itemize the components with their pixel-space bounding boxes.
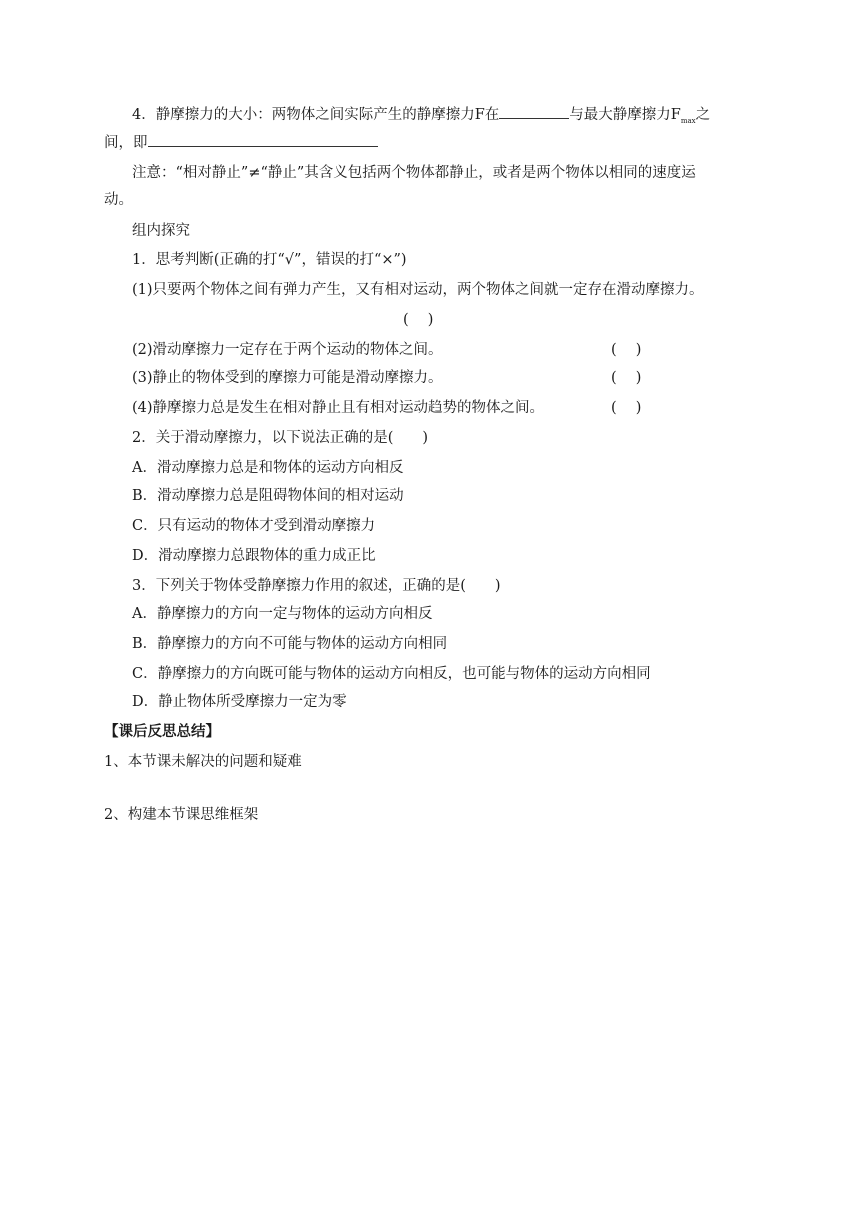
item4-text: 4．静摩擦力的大小：两物体之间实际产生的静摩擦力F在 bbox=[132, 107, 500, 123]
judgment-item: (1)只要两个物体之间有弹力产生，又有相对运动，两个物体之间就一定存在滑动摩擦力。 bbox=[132, 282, 704, 298]
answer-paren[interactable]: ( ) bbox=[611, 370, 642, 386]
option-item: A．静摩擦力的方向一定与物体的运动方向相反 bbox=[132, 606, 433, 622]
option-item: C．静摩擦力的方向既可能与物体的运动方向相反，也可能与物体的运动方向相同 bbox=[132, 666, 651, 682]
judgment-item bbox=[0, 398, 860, 418]
judgment-item bbox=[0, 340, 860, 360]
answer-paren[interactable]: ( ) bbox=[611, 400, 642, 416]
option-item: A．滑动摩擦力总是和物体的运动方向相反 bbox=[132, 460, 404, 476]
judgment-text: (4)静摩擦力总是发生在相对静止且有相对运动趋势的物体之间。 bbox=[132, 400, 545, 416]
option-item: B．静摩擦力的方向不可能与物体的运动方向相同 bbox=[132, 636, 448, 652]
item4-text-suffix: 之 bbox=[695, 107, 711, 123]
reflection-item: 2、构建本节课思维框架 bbox=[104, 807, 259, 823]
reflection-item: 1、本节课未解决的问题和疑难 bbox=[104, 754, 302, 770]
question-title: 3．下列关于物体受静摩擦力作用的叙述，正确的是( ) bbox=[132, 578, 501, 594]
judgment-text: (2)滑动摩擦力一定存在于两个运动的物体之间。 bbox=[132, 342, 443, 358]
option-item: D．静止物体所受摩擦力一定为零 bbox=[132, 694, 347, 710]
fill-blank[interactable] bbox=[148, 132, 378, 147]
note-line2: 动。 bbox=[104, 192, 133, 208]
fill-blank[interactable] bbox=[499, 104, 569, 119]
section-title: 组内探究 bbox=[132, 223, 190, 239]
option-item: D．滑动摩擦力总跟物体的重力成正比 bbox=[132, 548, 376, 564]
judgment-item bbox=[0, 368, 860, 388]
item4-line2 bbox=[0, 132, 860, 153]
option-item: B．滑动摩擦力总是阻碍物体间的相对运动 bbox=[132, 488, 404, 504]
item4-line2-text: 间，即 bbox=[104, 135, 148, 151]
question-title: 2．关于滑动摩擦力，以下说法正确的是( ) bbox=[132, 430, 429, 446]
item4-text-mid: 与最大静摩擦力F bbox=[569, 107, 681, 123]
item4-line1 bbox=[0, 104, 860, 131]
judgment-text: (3)静止的物体受到的摩擦力可能是滑动摩擦力。 bbox=[132, 370, 443, 386]
note-line1: 注意：“相对静止”≠“静止”其含义包括两个物体都静止，或者是两个物体以相同的速度运 bbox=[132, 165, 696, 181]
question-title: 1．思考判断(正确的打“√”，错误的打“×”) bbox=[132, 252, 407, 268]
option-item: C．只有运动的物体才受到滑动摩擦力 bbox=[132, 518, 376, 534]
answer-paren[interactable]: ( ) bbox=[611, 342, 642, 358]
answer-paren[interactable]: ( ) bbox=[403, 312, 434, 328]
reflection-title: 【课后反思总结】 bbox=[104, 723, 220, 740]
fmax-subscript: max bbox=[680, 116, 696, 125]
